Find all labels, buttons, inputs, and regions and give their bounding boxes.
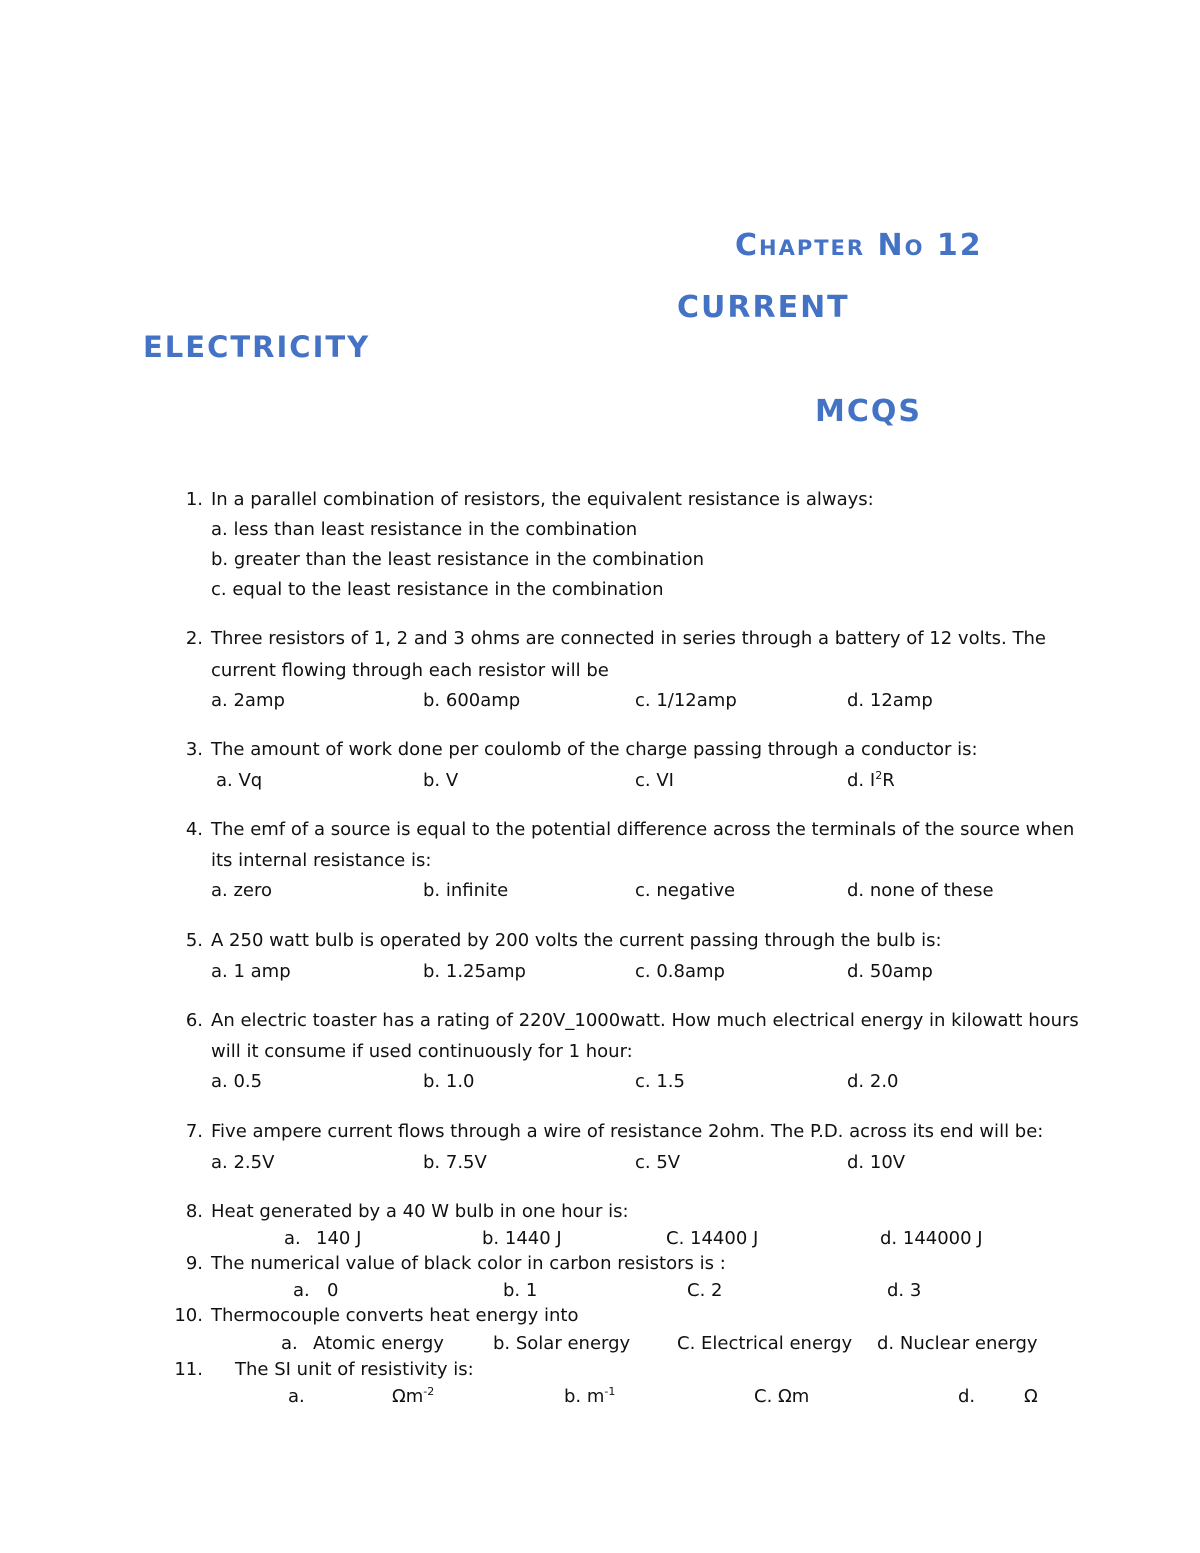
option-d-marker: d. xyxy=(958,1386,976,1407)
option-d-tail: R xyxy=(882,770,895,791)
question-number: 6. xyxy=(185,1010,203,1031)
question-number: 5. xyxy=(185,930,203,951)
option-a-marker: a. xyxy=(284,1228,301,1249)
option-a-marker: a. xyxy=(288,1386,305,1407)
option-d: d. 12amp xyxy=(847,690,933,711)
question-text-line-2: will it consume if used continuously for 1 hour: xyxy=(211,1041,633,1062)
option-b: b. 600amp xyxy=(423,690,521,711)
title-mcqs: MCQS xyxy=(815,394,922,429)
option-a-marker: a. xyxy=(281,1333,298,1354)
option-a-superscript: -2 xyxy=(423,1385,435,1398)
question-number: 8. xyxy=(185,1201,203,1222)
option-d: d. 144000 J xyxy=(880,1228,983,1249)
option-c: c. 5V xyxy=(635,1152,681,1173)
option-a-base: Ωm xyxy=(392,1386,424,1407)
option-a: Atomic energy xyxy=(313,1333,444,1354)
question-number: 11. xyxy=(174,1359,203,1380)
question-number: 3. xyxy=(185,739,203,760)
option-b: b. 1.25amp xyxy=(423,961,526,982)
option-a: a. 1 amp xyxy=(211,961,291,982)
option-a: a. zero xyxy=(211,880,273,901)
option-b: b. Solar energy xyxy=(493,1333,631,1354)
option-d-superscript: 2 xyxy=(875,769,883,782)
question-text: A 250 watt bulb is operated by 200 volts the current passing through the bulb is: xyxy=(211,930,942,951)
question-number: 4. xyxy=(185,819,203,840)
question-number: 9. xyxy=(185,1253,203,1274)
option-c: C. 2 xyxy=(687,1280,723,1301)
option-b: b. 1440 J xyxy=(482,1228,562,1249)
option-b: b. V xyxy=(423,770,459,791)
option-c: c. 1/12amp xyxy=(635,690,737,711)
question-text: Thermocouple converts heat energy into xyxy=(211,1305,579,1326)
option-b: b. 1 xyxy=(503,1280,538,1301)
option-a: a. Vq xyxy=(216,770,263,791)
question-text: Five ampere current flows through a wire of resistance 2ohm. The P.D. across its end will be: xyxy=(211,1121,1044,1142)
title-electricity: ELECTRICITY xyxy=(143,330,371,364)
option-c: c. 0.8amp xyxy=(635,961,725,982)
option-d: Ω xyxy=(1024,1386,1038,1407)
option-a xyxy=(392,1386,434,1407)
question-text: The emf of a source is equal to the potential difference across the terminals of the source when xyxy=(211,819,1075,840)
question-number: 1. xyxy=(185,489,203,510)
question-text: Three resistors of 1, 2 and 3 ohms are connected in series through a battery of 12 volts. The xyxy=(211,628,1046,649)
option-c: C. 14400 J xyxy=(666,1228,759,1249)
question-text-line-2: current flowing through each resistor will be xyxy=(211,660,609,681)
option-d: d. none of these xyxy=(847,880,994,901)
option-b-superscript: -1 xyxy=(604,1385,616,1398)
question-text: An electric toaster has a rating of 220V_1000watt. How much electrical energy in kilowatt hours xyxy=(211,1010,1079,1031)
option-d: d. 50amp xyxy=(847,961,933,982)
option-b: b. 1.0 xyxy=(423,1071,475,1092)
option-d xyxy=(847,770,895,791)
option-a: a. 0.5 xyxy=(211,1071,263,1092)
option-c: C. Electrical energy xyxy=(677,1333,853,1354)
option-a: a. less than least resistance in the combination xyxy=(211,519,638,540)
question-number: 10. xyxy=(174,1305,203,1326)
title-current: CURRENT xyxy=(677,290,850,325)
option-d-base: d. I xyxy=(847,770,876,791)
option-c: c. equal to the least resistance in the combination xyxy=(211,579,664,600)
question-text: Heat generated by a 40 W bulb in one hour is: xyxy=(211,1201,629,1222)
option-d: d. Nuclear energy xyxy=(877,1333,1038,1354)
option-c: c. 1.5 xyxy=(635,1071,685,1092)
option-c: C. Ωm xyxy=(754,1386,810,1407)
question-text-line-2: its internal resistance is: xyxy=(211,850,432,871)
option-c: c. negative xyxy=(635,880,736,901)
option-a: 140 J xyxy=(316,1228,362,1249)
option-b xyxy=(564,1386,615,1407)
option-d: d. 3 xyxy=(887,1280,922,1301)
option-c: c. VI xyxy=(635,770,674,791)
option-d: d. 10V xyxy=(847,1152,906,1173)
option-d: d. 2.0 xyxy=(847,1071,899,1092)
question-text: In a parallel combination of resistors, the equivalent resistance is always: xyxy=(211,489,874,510)
option-a: 0 xyxy=(327,1280,339,1301)
option-a: a. 2amp xyxy=(211,690,285,711)
option-b: b. infinite xyxy=(423,880,509,901)
option-b: b. 7.5V xyxy=(423,1152,487,1173)
option-a: a. 2.5V xyxy=(211,1152,275,1173)
question-text: The numerical value of black color in carbon resistors is : xyxy=(211,1253,726,1274)
option-b: b. greater than the least resistance in the combination xyxy=(211,549,705,570)
question-text: The SI unit of resistivity is: xyxy=(235,1359,474,1380)
option-b-base: b. m xyxy=(564,1386,605,1407)
question-number: 2. xyxy=(185,628,203,649)
question-number: 7. xyxy=(185,1121,203,1142)
chapter-heading: Chapter No 12 xyxy=(735,228,983,263)
option-a-marker: a. xyxy=(293,1280,310,1301)
question-text: The amount of work done per coulomb of the charge passing through a conductor is: xyxy=(211,739,978,760)
